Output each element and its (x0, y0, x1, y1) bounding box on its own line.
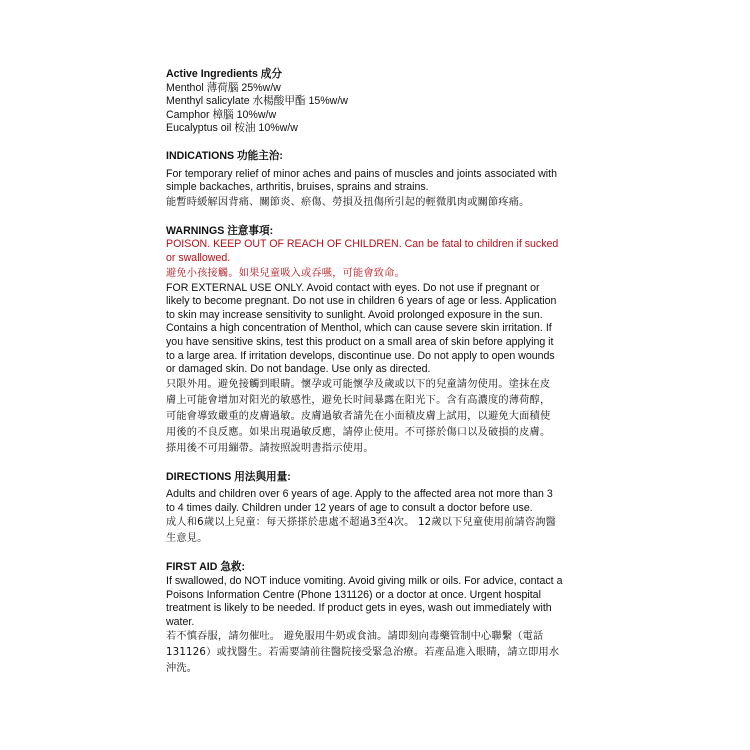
indications-text-en: simple backaches, arthritis, bruises, sprains and strains. (166, 181, 429, 194)
first-aid-text-en: If swallowed, do NOT induce vomiting. Avoid giving milk or oils. For advice, contact a (166, 575, 563, 588)
warnings-text-en: likely to become pregnant. Do not use in children 6 years of age or less. Application (166, 295, 557, 308)
first-aid-text-zh: 若不慎吞服，請勿催吐。 避免服用牛奶或食油。請即刻向毒藥管制中心聯繫（電話 (166, 631, 544, 643)
first-aid-text-zh: 131126）或找醫生。若需要請前往醫院接受緊急治療。若產品進入眼睛，請立即用水 (166, 647, 560, 659)
poison-warning-en: POISON. KEEP OUT OF REACH OF CHILDREN. Can be fatal to children if sucked (166, 238, 559, 251)
poison-warning-en: or swallowed. (166, 251, 231, 264)
first-aid-text-en: treatment is likely to be needed. If product gets in eyes, wash out immediately with (166, 602, 552, 615)
directions-section (166, 471, 596, 548)
ingredient-line: Camphor 樟腦 10%w/w (166, 108, 277, 121)
first-aid-text-en: water. (166, 615, 195, 628)
directions-heading: DIRECTIONS 用法與用量: (166, 470, 291, 483)
warnings-section (166, 225, 596, 457)
first-aid-heading: FIRST AID 急救: (166, 561, 246, 574)
warnings-text-en: to skin may increase sensitivity to sunlight. Avoid prolonged exposure in the sun. (166, 308, 543, 321)
warnings-text-en: FOR EXTERNAL USE ONLY. Avoid contact with eyes. Do not use if pregnant or (166, 281, 540, 294)
indications-text-zh: 能暫時緩解因背痛、關節炎、瘀傷、勞損及扭傷所引起的輕微肌肉或關節疼痛。 (166, 196, 530, 208)
active-ingredients-heading: Active Ingredients 成分 (166, 68, 282, 80)
warnings-heading: WARNINGS 注意事項: (166, 224, 274, 237)
ingredient-line: Menthol 薄荷腦 25%w/w (166, 81, 281, 94)
directions-text-zh: 成人和6歲以上兒童：每天搽搽於患處不超過3至4次。 12歲以下兒童使用前請咨詢醫 (166, 517, 557, 529)
warnings-text-zh: 膚上可能會增加对阳光的敏感性，避免长时间暴露在阳光下。含有高濃度的薄荷醇， (166, 394, 551, 406)
ingredient-line: Menthyl salicylate 水楊酸甲酯 15%w/w (166, 95, 348, 108)
product-label-document (166, 68, 596, 677)
warnings-text-zh: 搽用後不可用繃帶。請按照說明書指示使用。 (166, 442, 374, 454)
poison-warning-zh: 避免小孩接觸。如果兒童吸入或吞嚥，可能會致命。 (166, 267, 405, 279)
warnings-text-en: or damaged skin. Do not bandage. Use only as directed. (166, 363, 431, 376)
warnings-text-en: to a large area. If irritation develops, discontinue use. Do not apply to open wounds (166, 349, 555, 362)
first-aid-section (166, 561, 596, 677)
directions-text-en: to 4 times daily. Children under 12 years of age to consult a doctor before use. (166, 501, 533, 514)
first-aid-text-zh: 沖洗。 (166, 663, 198, 675)
warnings-text-zh: 只限外用。避免接觸到眼睛。懷孕或可能懷孕及歲或以下的兒童請勿使用。塗抹在皮 (166, 378, 551, 390)
first-aid-text-en: Poisons Information Centre (Phone 131126) or a doctor at once. Urgent hospital (166, 588, 541, 601)
warnings-text-en: Contains a high concentration of Menthol, which can cause severe skin irritation. If (166, 322, 552, 335)
ingredient-line: Eucalyptus oil 桉油 10%w/w (166, 122, 298, 135)
warnings-text-en: you have sensitive skins, test this product on a small area of skin before applying it (166, 335, 554, 348)
indications-text-en: For temporary relief of minor aches and pains of muscles and joints associated with (166, 167, 557, 180)
indications-section (166, 150, 596, 211)
indications-heading: INDICATIONS 功能主治: (166, 149, 283, 162)
warnings-text-zh: 用後的不良反應。如果出現過敏反應，請停止使用。不可搽於傷口以及破損的皮膚。 (166, 426, 551, 438)
active-ingredients-section (166, 68, 596, 136)
directions-text-en: Adults and children over 6 years of age. Apply to the affected area not more than 3 (166, 488, 553, 501)
warnings-text-zh: 可能會導致嚴重的皮膚過敏。皮膚過敏者請先在小面積皮膚上試用，以避免大面積使 (166, 410, 551, 422)
directions-text-zh: 生意見。 (166, 533, 208, 545)
